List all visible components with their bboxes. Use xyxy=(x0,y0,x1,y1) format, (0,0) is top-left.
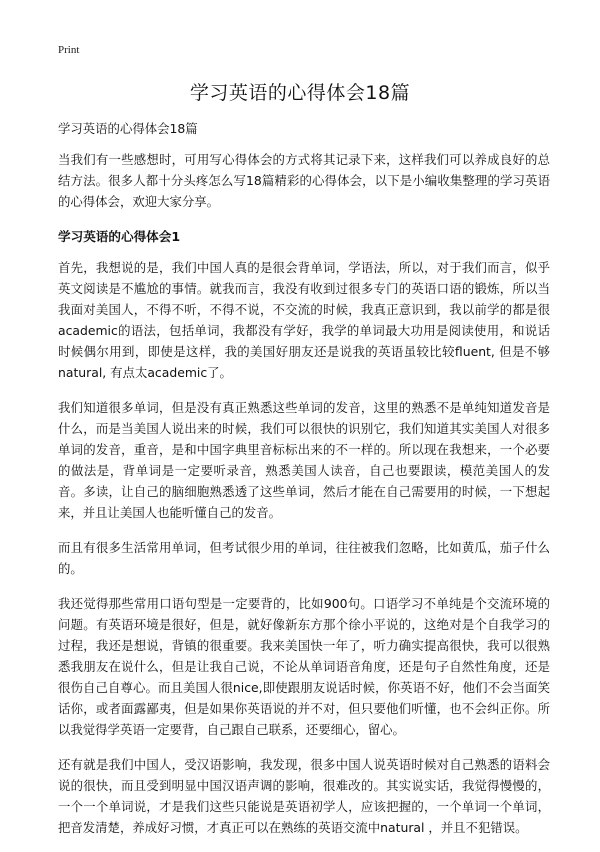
print-label: Print xyxy=(58,44,80,56)
body-paragraph: 还有就是我们中国人，受汉语影响，我发现，很多中国人说英语时候对自己熟悉的语料会说的很快，而且受到明显中国汉语声调的影响，很难改的。其实说实话，我觉得慢慢的，一个一个单词说，才是我们这些只能说是英语初学人，应该把握的，一个单词一个单词，把音发清楚，养成好习惯，才真正可以在熟练的英语交流中natural ，并且不犯错误。 xyxy=(58,757,550,835)
body-paragraph: 我们知道很多单词，但是没有真正熟悉这些单词的发音，这里的熟悉不是单纯知道发音是什么，而是当美国人说出来的时候，我们可以很快的识别它，我们知道其实美国人对很多单词的发音，重音，是和中国字典里音标标出来的不一样的。所以现在我想来，一个必要的做法是，背单词是一定要听录音，熟悉美国人读音，自己也要跟读，模范美国人的发音。多读，让自己的脑细胞熟悉透了这些单词，然后才能在自己需要用的时候，一下想起来，并且让美国人也能听懂自己的发音。 xyxy=(58,400,550,520)
body-paragraph: 首先，我想说的是，我们中国人真的是很会背单词，学语法，所以，对于我们而言，似乎英文阅读是不尴尬的事情。就我而言，我没有收到过很多专门的英语口语的锻炼，所以当我面对美国人，不得不听，不得不说，不交流的时候，我真正意识到，我以前学的都是很academic的语法，包括单词，我都没有学好，我学的单词最大功用是阅读使用，和说话时候偶尔用到，即使是这样，我的美国好朋友还是说我的英语虽较比较fluent, 但是不够natural, 有点太academic了。 xyxy=(58,260,550,380)
document-title: 学习英语的心得体会18篇 xyxy=(189,82,411,104)
body-paragraph: 我还觉得那些常用口语句型是一定要背的，比如900句。口语学习不单纯是个交流环境的问题。有英语环境是很好，但是，就好像新东方那个徐小平说的，这绝对是个自我学习的过程，我还是想说，背镇的很重要。我来美国快一年了，听力确实提高很快，我可以很熟悉我朋友在说什么，但是让我自己说，不论从单词语音角度，还是句子自然性角度，还是很伤自己自尊心。而且美国人很nice,即使跟朋友说话时候，你英语不好，他们不会当面笑话你，或者面露鄙夷，但是如果你英语说的并不对，但只要他们听懂，也不会纠正你。所以我觉得学英语一定要背，自己跟自己联系，还要细心，留心。 xyxy=(58,596,550,737)
section-heading: 学习英语的心得体会1 xyxy=(58,229,181,244)
document-body xyxy=(58,118,550,852)
intro-paragraph: 当我们有一些感想时，可用写心得体会的方式将其记录下来，这样我们可以养成良好的总结方法。很多人都十分头疼怎么写18篇精彩的心得体会，以下是小编收集整理的学习英语的心得体会，欢迎大家分享。 xyxy=(58,152,550,209)
body-paragraph: 而且有很多生活常用单词，但考试很少用的单词，往往被我们忽略，比如黄瓜，茄子什么的。 xyxy=(58,540,550,576)
document-subtitle: 学习英语的心得体会18篇 xyxy=(58,121,198,136)
